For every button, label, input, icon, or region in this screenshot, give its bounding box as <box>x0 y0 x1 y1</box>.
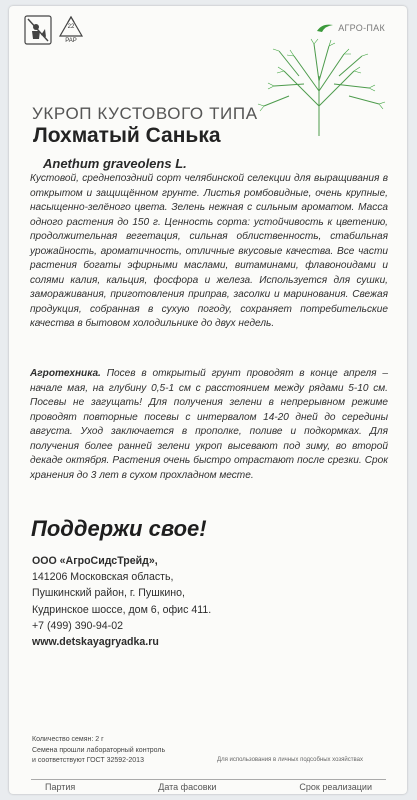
phone-number: +7 (499) 390-94-02 <box>32 619 123 632</box>
pack-date-label: Дата фасовки <box>158 782 217 792</box>
slogan: Поддержи свое! <box>31 516 207 541</box>
no-litter-icon <box>24 15 52 45</box>
seed-count: Количество семян: 2 г <box>32 736 104 743</box>
variety-description: Кустовой, среднепоздний сорт челябинской селекции для выращивания в открытом и защищённом грунте. Листья ромбовидные, очень крупные, насыщенно-зелёного цвета. Зелень нежная с сильным ароматом. Масса одного растения до 150 г. Ценность сорта: устойчивость к цветению, продолжительная вегетация, сильная облиственность, стабильная урожайность, ароматичность, отличные вкусовые качества. Все части растения богаты эфирными маслами, витаминами, флавоноидами и солями калия, кальция, фосфора и железа. Используется для сушки, замораживания, приготовления приправ, засолки и маринования. Свежая продукция, собранная в сухую погоду, сохраняет потребительские качества в бытовом холодильнике до двух недель. <box>30 173 388 329</box>
agro-pak-wave-icon <box>316 22 334 34</box>
dill-illustration <box>244 36 394 146</box>
batch-info-row <box>31 779 386 792</box>
agrotechnics-section <box>30 367 388 483</box>
seed-info <box>32 735 165 767</box>
recycle-code: 22 <box>67 24 75 30</box>
latin-name: Anethum graveolens L. <box>43 156 187 171</box>
recycle-label: PAP <box>65 38 77 44</box>
private-use-note: Для использования в личных подсобных хозяйствах <box>217 757 363 763</box>
address-line-2: Пушкинский район, г. Пушкино, <box>32 587 185 600</box>
address-line-1: 141206 Московская область, <box>32 571 174 584</box>
address-line-3: Кудринское шоссе, дом 6, офис 411. <box>32 603 212 616</box>
expiry-label: Срок реализации <box>299 782 372 792</box>
variety-name: Лохматый Санька <box>33 124 221 147</box>
recycle-icon <box>58 15 84 47</box>
brand-name: АГРО-ПАК <box>338 23 385 33</box>
agrotechnics-text: Посев в открытый грунт проводят в конце апреля – начале мая, на глубину 0,5-1 см с расстоянием между рядами 5-10 см. Посевы не загущать! Для получения зелени в непрерывном режиме проводят повторные посевы с интервалом 14-20 дней до середины августа. Уход заключается в прополке, поливе и подкормках. Для получения более ранней зелени укроп высевают под зиму, во второй декаде октября. Растения очень быстро отрастают после срезки. Срок хранения до 3 лет в сухом прохладном месте. <box>30 368 388 481</box>
brand-logo <box>316 22 385 34</box>
company-info <box>32 553 211 650</box>
lab-note-2: и соответствуют ГОСТ 32592-2013 <box>32 757 144 764</box>
plant-type-title: УКРОП КУСТОВОГО ТИПА <box>32 104 258 123</box>
company-name: ООО «АгроСидсТрейд», <box>32 555 158 567</box>
batch-label: Партия <box>45 782 76 792</box>
agrotechnics-label: Агротехника. <box>30 368 101 379</box>
seed-packet <box>9 6 407 794</box>
lab-note-1: Семена прошли лабораторный контроль <box>32 746 166 754</box>
website-link[interactable]: www.detskayagryadka.ru <box>32 636 159 649</box>
